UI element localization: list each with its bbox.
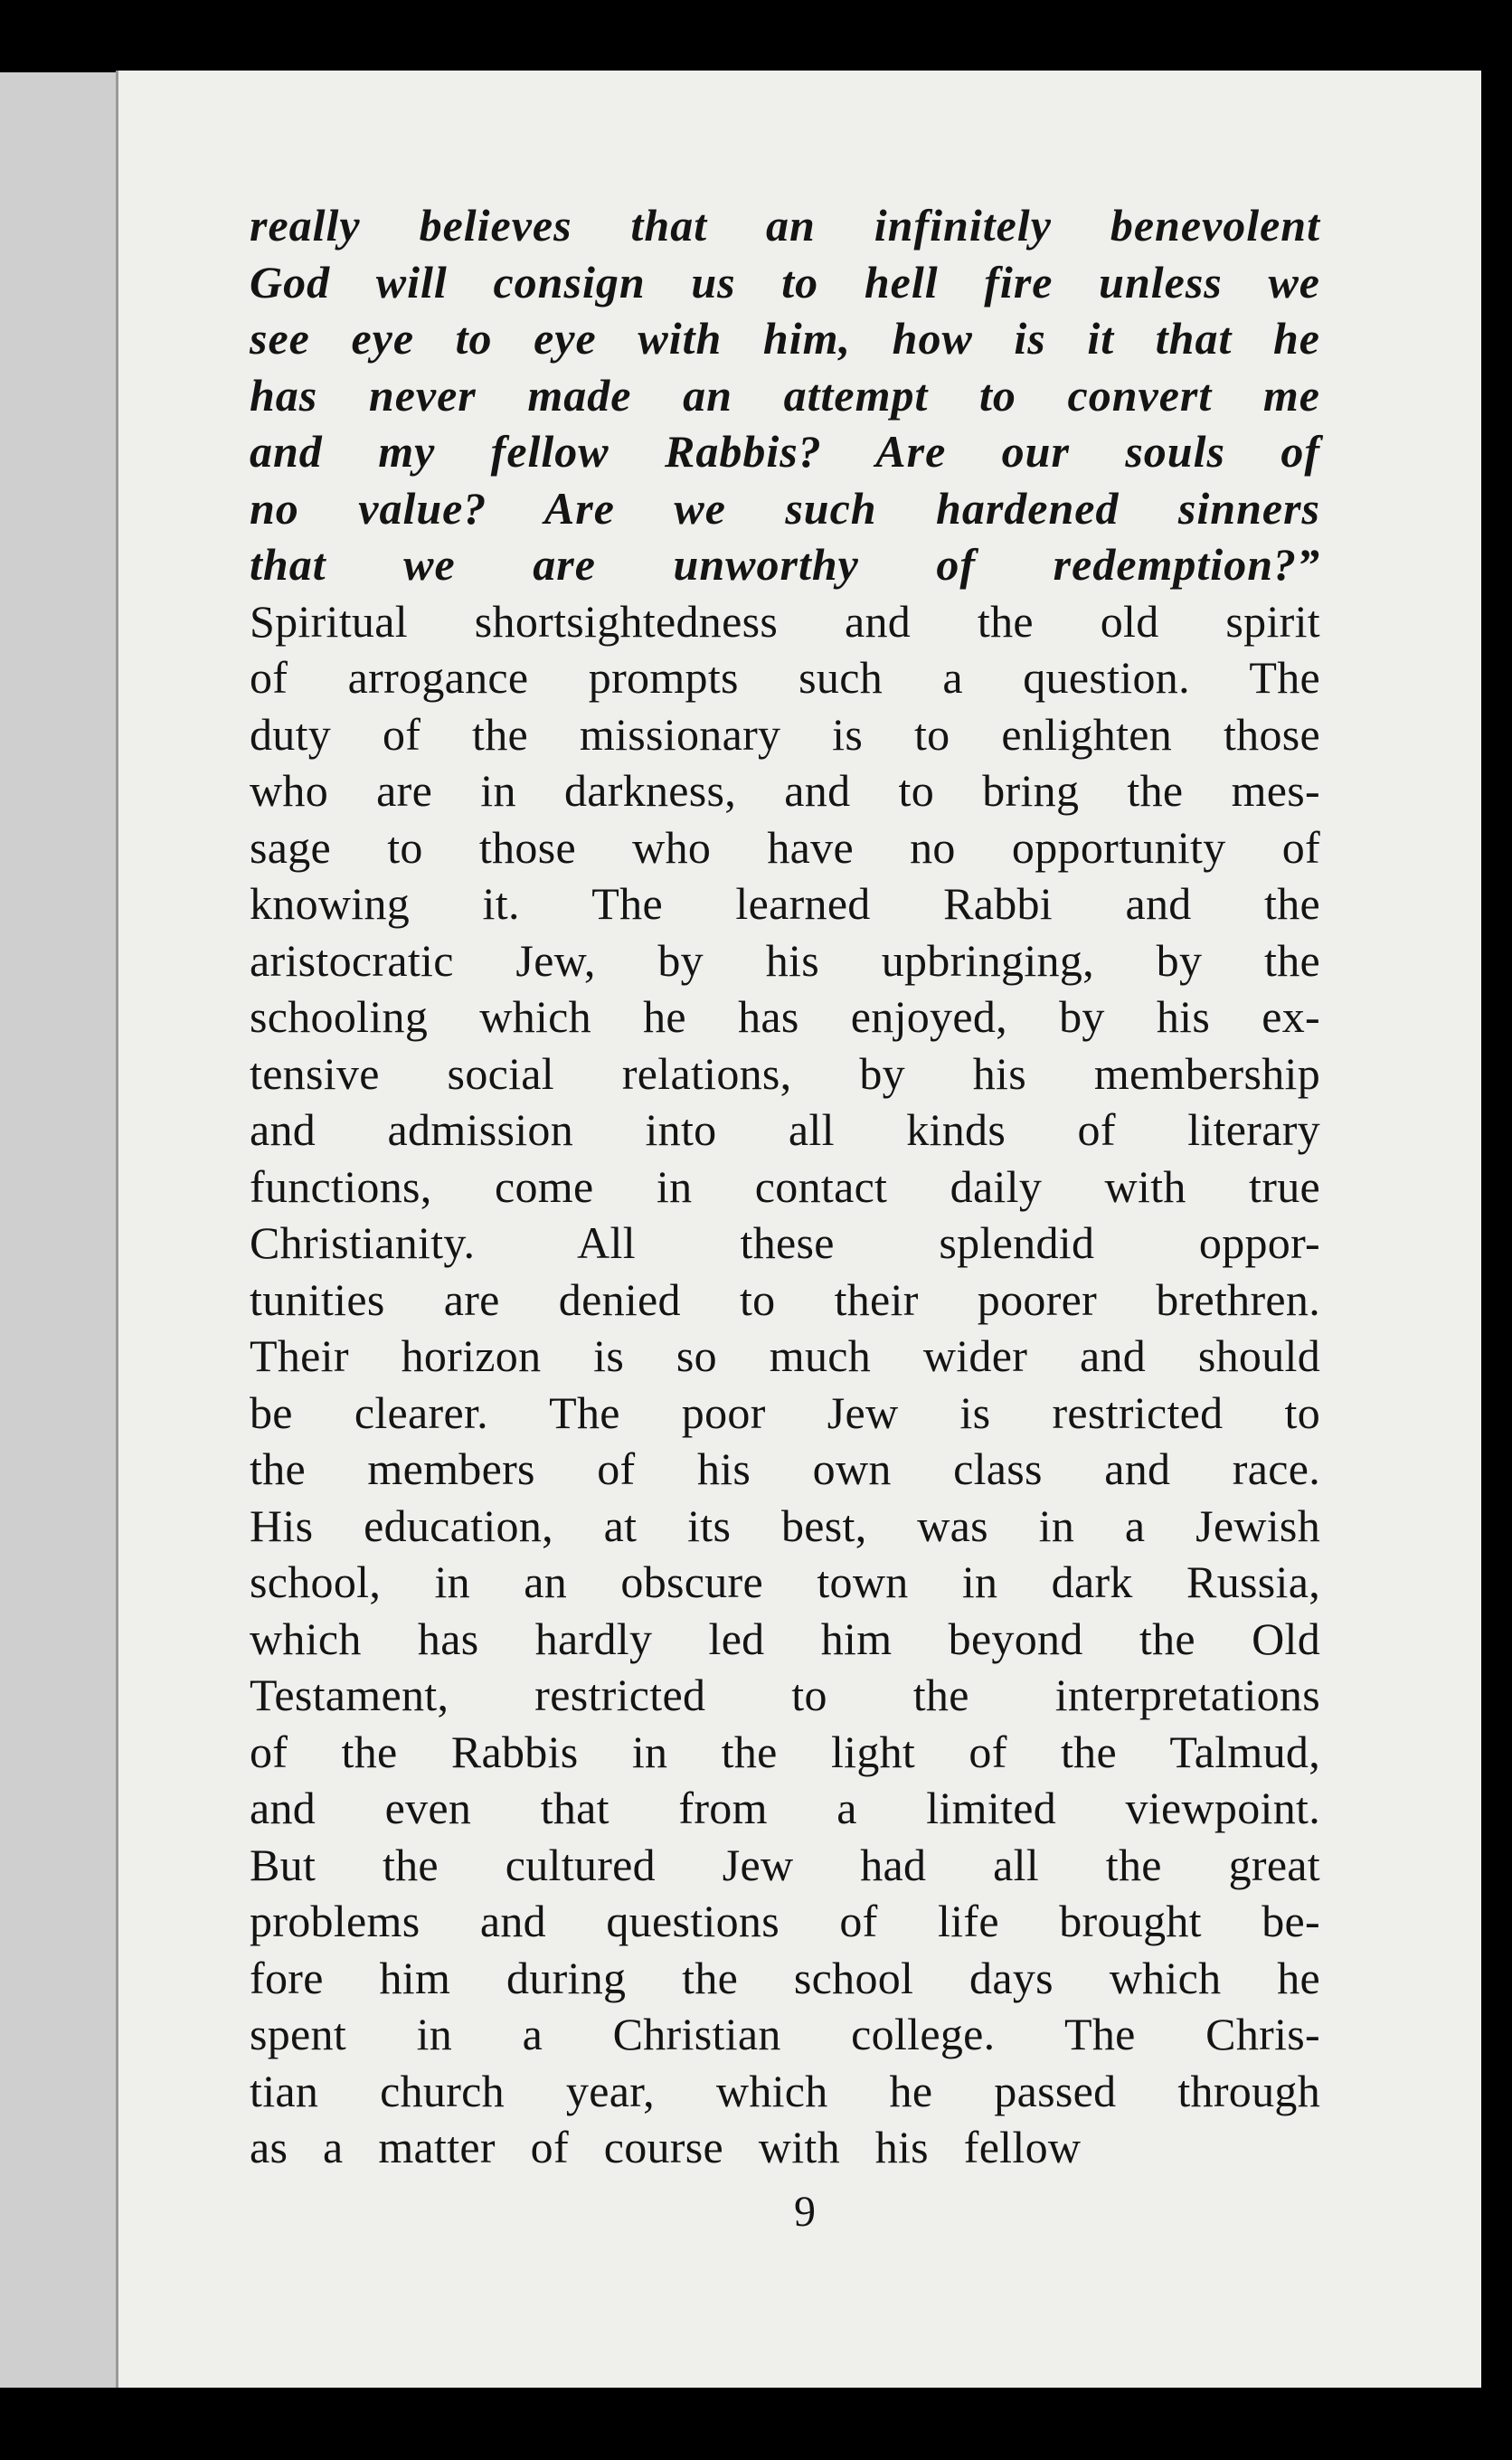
facing-page-edge [0,72,116,2388]
text-line: Spiritual shortsightedness and the old spirit [250,595,1320,647]
text-line: fore him during the school days which he [250,1952,1320,2003]
text-line: duty of the missionary is to enlighten those [250,708,1320,760]
text-line: be clearer. The poor Jew is restricted to [250,1386,1320,1438]
text-line: Their horizon is so much wider and should [250,1330,1320,1381]
text-line: which has hardly led him beyond the Old [250,1613,1320,1664]
text-line: tian church year, which he passed through [250,2065,1320,2116]
gutter-line [116,71,118,2388]
text-line: sage to those who have no opportunity of [250,821,1320,873]
text-line: the members of his own class and race. [250,1443,1320,1494]
text-line: as a matter of course with his fellow [250,2122,1082,2172]
text-line: tensive social relations, by his membership [250,1047,1320,1099]
text-line: really believes that an infinitely benevolent [250,200,1320,251]
text-line: has never made an attempt to convert me [250,369,1320,421]
text-line: Christianity. All these splendid oppor- [250,1217,1320,1268]
text-line: and my fellow Rabbis? Are our souls of [250,426,1320,477]
text-line: God will consign us to hell fire unless we [250,256,1320,308]
text-line: Testament, restricted to the interpretations [250,1670,1320,1720]
text-line: and even that from a limited viewpoint. [250,1783,1320,1833]
text-line: who are in darkness, and to bring the mes- [250,765,1320,816]
text-line: no value? Are we such hardened sinners [250,482,1320,534]
text-line: of arrogance prompts such a question. The [250,652,1320,703]
text-line: His education, at its best, was in a Jewish [250,1500,1320,1551]
text-line: But the cultured Jew had all the great [250,1839,1320,1890]
text-line: functions, come in contact daily with true [250,1160,1320,1212]
text-line: spent in a Christian college. The Chris- [250,2009,1320,2059]
text-line: aristocratic Jew, by his upbringing, by the [250,934,1320,986]
text-line: and admission into all kinds of literary [250,1104,1320,1155]
text-line: schooling which he has enjoyed, by his ex- [250,991,1320,1042]
text-line: see eye to eye with him, how is it that he [250,313,1320,364]
text-line: problems and questions of life brought be- [250,1896,1320,1946]
page-number: 9 [794,2188,816,2236]
text-line: school, in an obscure town in dark Russia, [250,1556,1320,1607]
text-line: of the Rabbis in the light of the Talmud, [250,1726,1320,1777]
body-text [250,197,1320,2176]
text-line: tunities are denied to their poorer brethren. [250,1273,1320,1325]
text-line: knowing it. The learned Rabbi and the [250,878,1320,929]
text-line: that we are unworthy of redemption?” [250,539,1320,590]
